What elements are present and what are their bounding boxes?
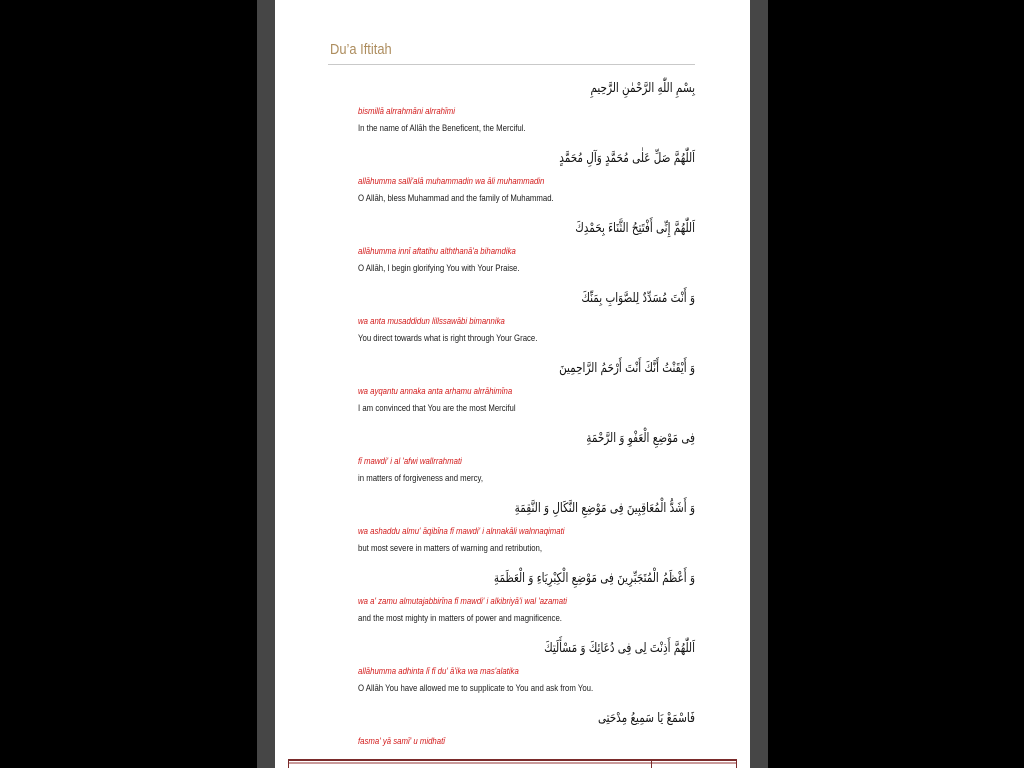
transliteration-text: allāhumma adhinta lī fī du' ā'ika wa mas'alatika	[358, 666, 519, 677]
arabic-text: اَللّٰهُمَّ صَلِّ عَلٰى مُحَمَّدٍ وَآلِ مُحَمَّدٍ	[559, 151, 695, 166]
translation-text: and the most mighty in matters of power and magnificence.	[358, 613, 562, 624]
translation-text: O Allāh You have allowed me to supplicate to You and ask from You.	[358, 683, 594, 694]
transliteration-text: allāhumma salli'alā muhammadin wa āli muhammadin	[358, 176, 545, 187]
translation-text: O Allāh, bless Muhammad and the family of Muhammad.	[358, 193, 554, 204]
verse-item	[275, 425, 750, 495]
verse-item	[275, 215, 750, 285]
transliteration-text: fī mawdi' i al 'afwi wallrrahmati	[358, 456, 462, 467]
verse-item	[275, 75, 750, 145]
footer-table-edge	[288, 759, 737, 768]
transliteration-text: allāhumma innī aftatihu alththanā'a bihamdika	[358, 246, 516, 257]
verse-item	[275, 145, 750, 215]
verse-item	[275, 565, 750, 635]
page-gutter-right	[750, 0, 768, 768]
title-divider	[328, 64, 695, 65]
document-page[interactable]	[275, 0, 750, 768]
arabic-text: بِسْمِ اللّٰهِ الرَّحْمٰنِ الرَّحِيمِ	[590, 81, 695, 96]
translation-text: I am convinced that You are the most Merciful	[358, 403, 516, 414]
translation-text: in matters of forgiveness and mercy,	[358, 473, 483, 484]
transliteration-text: bismillā alrrahmāni alrrahīmi	[358, 106, 455, 117]
verse-item	[275, 355, 750, 425]
arabic-text: اَللّٰهُمَّ أَذِنْتَ لِى فِى دُعَائِكَ وَ مَسْأَلَتِكَ	[544, 641, 695, 656]
table-header-band	[289, 762, 736, 764]
arabic-text: وَ أَنْتَ مُسَدِّدٌ لِلصَّوَابِ بِمَنِّكَ	[581, 291, 695, 306]
arabic-text: وَ أَشَدُّ الْمُعَاقِبِينَ فِى مَوْضِعِ النَّكَالِ وَ النَّقِمَةِ	[514, 501, 695, 516]
translation-text: but most severe in matters of warning and retribution,	[358, 543, 543, 554]
transliteration-text: wa anta musaddidun lillssawābi bimannika	[358, 316, 505, 327]
transliteration-text: wa a' zamu almutajabbirīna fī mawdi' i alkibriyā'i wal 'azamati	[358, 596, 568, 607]
page-gutter-left	[257, 0, 275, 768]
translation-text: O Allāh, I begin glorifying You with Your Praise.	[358, 263, 520, 274]
verse-list	[275, 75, 750, 768]
transliteration-text: fasma' yā samī' u midhatī	[358, 736, 445, 747]
page-title: Du’a Iftitah	[330, 41, 392, 58]
translation-text: In the name of Allāh the Beneficent, the Merciful.	[358, 123, 526, 134]
arabic-text: وَ أَعْظَمُ الْمُتَجَبِّرِينَ فِى مَوْضِعِ الْكِبْرِيَاءِ وَ الْعَظَمَةِ	[493, 571, 695, 586]
verse-item	[275, 285, 750, 355]
arabic-text: فِى مَوْضِعِ الْعَفْوِ وَ الرَّحْمَةِ	[586, 431, 695, 446]
arabic-text: فَاسْمَعْ يَا سَمِيعُ مِدْحَتِى	[597, 711, 695, 726]
verse-item	[275, 635, 750, 705]
transliteration-text: wa ashaddu almu' āqibīna fī mawdi' i alnnakāli walnnaqimati	[358, 526, 565, 537]
transliteration-text: wa ayqantu annaka anta arhamu alrrāhimīna	[358, 386, 513, 397]
arabic-text: وَ أَيْقَنْتُ أَنَّكَ أَنْتَ أَرْحَمُ الرَّاحِمِينَ	[559, 361, 695, 376]
translation-text: You direct towards what is right through Your Grace.	[358, 333, 538, 344]
arabic-text: اَللّٰهُمَّ إِنِّى أَفْتَتِحُ الثَّنَاءَ بِحَمْدِكَ	[575, 221, 695, 236]
table-column-divider	[651, 761, 652, 768]
verse-item	[275, 495, 750, 565]
